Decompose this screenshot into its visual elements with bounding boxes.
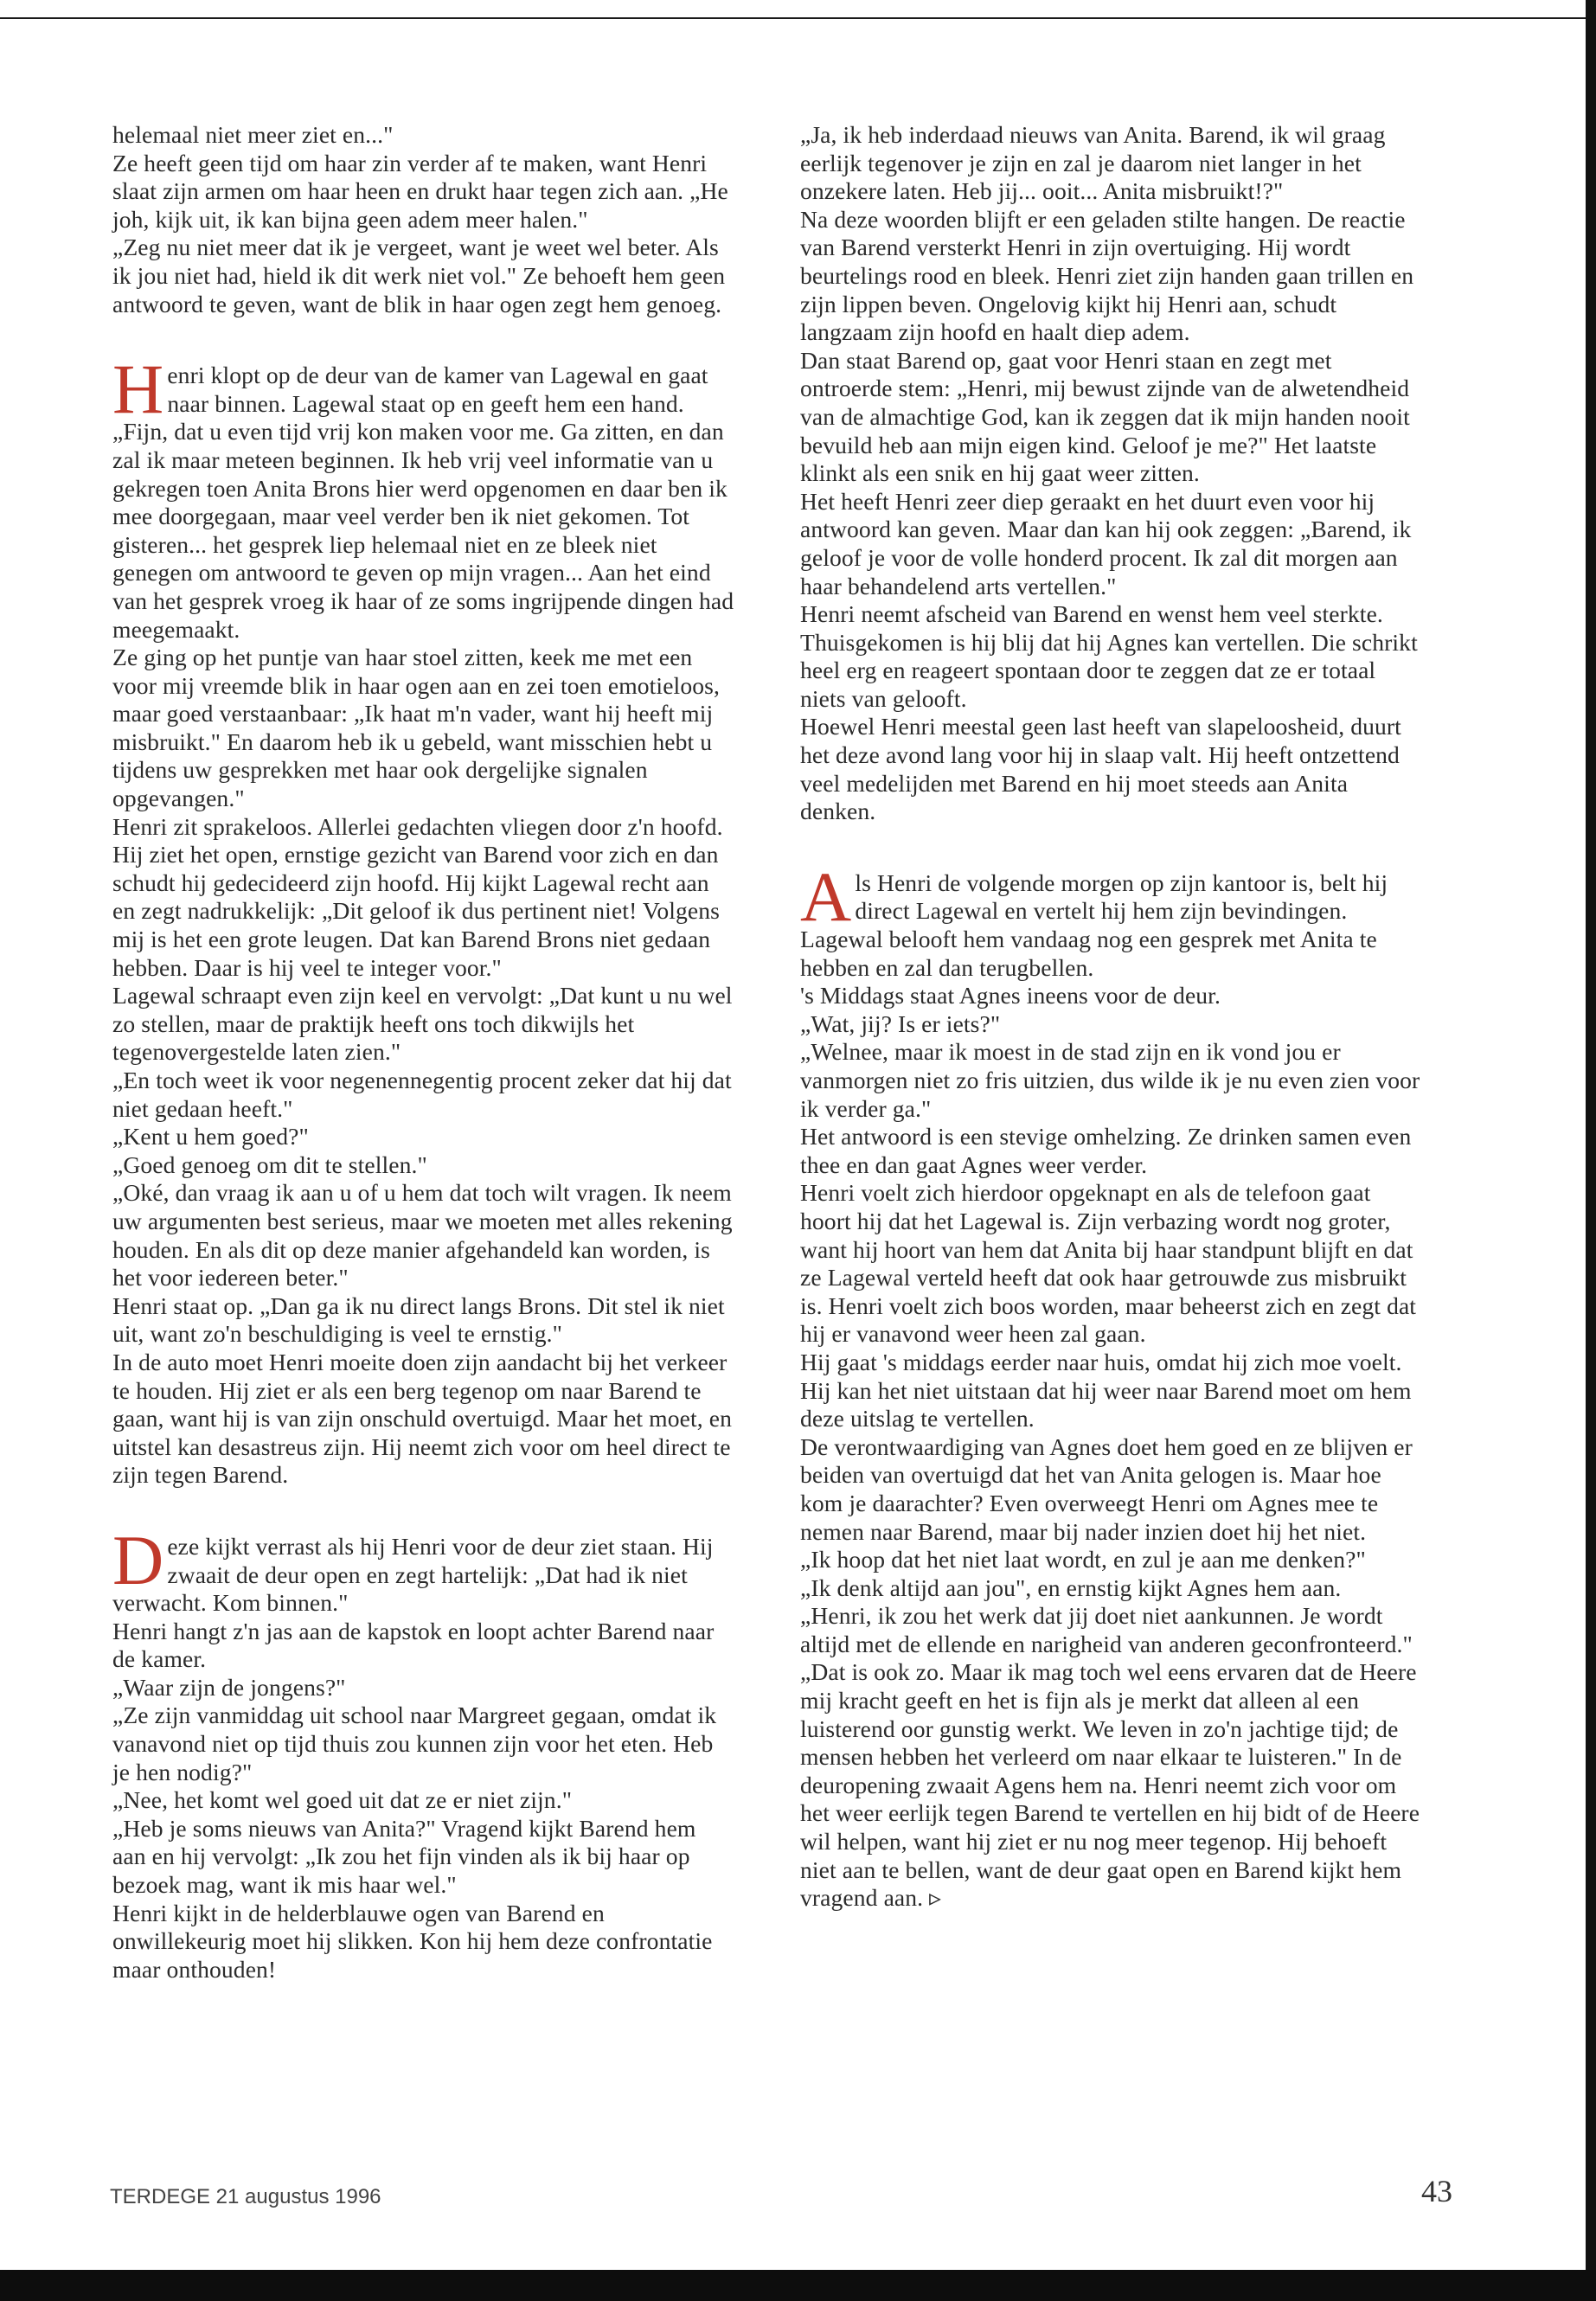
paragraph: „Fijn, dat u even tijd vrij kon maken voor me. Ga zitten, en dan zal ik maar meteen beginnen. Ik heb vrij veel informatie van u gekregen toen Anita Brons hier werd opgenomen en daar ben ik mee doorgegaan, maar veel verder ben ik niet gekomen. Tot gisteren... het gesprek liep helemaal niet en ze bleek niet genegen om antwoord te geven op mijn vragen... Aan het eind van het gesprek vroeg ik haar of ze soms ingrijpende dingen had meegemaakt. (112, 418, 734, 643)
left-column (112, 121, 735, 1984)
paragraph: „Goed genoeg om dit te stellen." (112, 1150, 427, 1178)
paragraph: „Heb je soms nieuws van Anita?" Vragend kijkt Barend hem aan en hij vervolgt: „Ik zou het fijn vinden als ik bij haar op bezoek mag, want ik mis haar wel." (112, 1814, 696, 1899)
paragraph: Henri zit sprakeloos. Allerlei gedachten vliegen door z'n hoofd. Hij ziet het open, ernstige gezicht van Barend voor zich en dan schudt hij gedecideerd zijn hoofd. Hij kijkt Lagewal recht aan en zegt nadrukkelijk: „Dit geloof ik dus pertinent niet! Volgens mij is het een grote leugen. Dat kan Barend Brons niet gedaan hebben. Daar is hij veel te integer voor." (112, 812, 723, 981)
page-number: 43 (1421, 2174, 1452, 2208)
section-break (800, 826, 1423, 869)
paragraph: „Wat, jij? Is er iets?" (800, 1009, 1001, 1037)
paragraph: „Henri, ik zou het werk dat jij doet niet aankunnen. Je wordt altijd met de ellende en narigheid van anderen geconfronteerd." (800, 1602, 1413, 1657)
paragraph: „Waar zijn de jongens?" (112, 1673, 346, 1701)
paragraph: De verontwaardiging van Agnes doet hem goed en ze blijven er beiden van overtuigd dat het van Anita gelogen is. Maar hoe kom je daarachter? Even overweegt Henri om Agnes mee te nemen naar Barend, maar bij nader inzien doet hij het niet. (800, 1433, 1413, 1545)
paragraph: Het antwoord is een stevige omhelzing. Ze drinken samen even thee en dan gaat Agnes weer verder. (800, 1123, 1412, 1178)
paragraph: Henri hangt z'n jas aan de kapstok en loopt achter Barend naar de kamer. (112, 1617, 715, 1673)
paragraph-text: ls Henri de volgende morgen op zijn kantoor is, belt hij direct Lagewal en vertelt hij hem zijn bevindingen. Lagewal belooft hem vandaag nog een gesprek met Anita te hebben en zal dan terugbellen. (800, 868, 1388, 981)
paragraph: 's Middags staat Agnes ineens voor de deur. (800, 982, 1221, 1009)
paragraph: helemaal niet meer ziet en..." (112, 121, 394, 148)
drop-cap: A (800, 856, 852, 936)
scan-edge-top (0, 0, 1596, 19)
paragraph: Henri kijkt in de helderblauwe ogen van Barend en onwillekeurig moet hij slikken. Kon hij hem deze confrontatie maar onthouden! (112, 1899, 713, 1983)
paragraph: Het heeft Henri zeer diep geraakt en het duurt even voor hij antwoord kan geven. Maar dan kan hij ook zeggen: „Barend, ik geloof je voor de volle honderd procent. Ik zal dit morgen aan haar behandelend arts vertellen." (800, 487, 1412, 599)
paragraph: „Ik denk altijd aan jou", en ernstig kijkt Agnes hem aan. (800, 1574, 1342, 1601)
paragraph: „Zeg nu niet meer dat ik je vergeet, want je weet wel beter. Als ik jou niet had, hield ik dit werk niet vol." Ze behoeft hem geen antwoord te geven, want de blik in haar ogen zegt hem genoeg. (112, 234, 726, 317)
paragraph (112, 349, 735, 429)
right-column (800, 121, 1423, 1913)
paragraph (112, 1520, 735, 1618)
paragraph-text: enri klopt op de deur van de kamer van Lagewal en gaat naar binnen. Lagewal staat op en geeft hem een hand. (167, 362, 708, 417)
paragraph: „Kent u hem goed?" (112, 1123, 309, 1150)
paragraph: In de auto moet Henri moeite doen zijn aandacht bij het verkeer te houden. Hij ziet er als een berg tegenop om naar Barend te gaan, want hij is van zijn onschuld overtuigd. Maar het moet, en uitstel kan desastreus zijn. Hij neemt zich voor om heel direct te zijn tegen Barend. (112, 1348, 732, 1489)
paragraph: Dan staat Barend op, gaat voor Henri staan en zegt met ontroerde stem: „Henri, mij bewust zijnde van de alwetendheid van de almachtige God, kan ik zeggen dat ik mijn handen nooit bevuild heb aan mijn eigen kind. Geloof je me?" Het laatste klinkt als een snik en hij gaat weer zitten. (800, 346, 1410, 487)
paragraph: „Ze zijn vanmiddag uit school naar Margreet gegaan, omdat ik vanavond niet op tijd thuis zou kunnen zijn voor het eten. Heb je hen nodig?" (112, 1702, 717, 1785)
drop-cap: D (112, 1520, 164, 1599)
paragraph: Henri staat op. „Dan ga ik nu direct langs Brons. Dit stel ik niet uit, want zo'n beschuldiging is veel te ernstig." (112, 1292, 725, 1348)
paragraph: „Ik hoop dat het niet laat wordt, en zul je aan me denken?" (800, 1546, 1366, 1574)
paragraph: Henri voelt zich hierdoor opgeknapt en als de telefoon gaat hoort hij dat het Lagewal is. Zijn verbazing wordt nog groter, want hij hoort van hem dat Anita bij haar standpunt blijft en dat ze Lagewal verteld heeft dat ook haar getrouwde zus misbruikt is. Henri voelt zich boos worden, maar beheerst zich en zegt dat hij er vanavond weer heen zal gaan. (800, 1179, 1417, 1348)
paragraph: Na deze woorden blijft er een geladen stilte hangen. De reactie van Barend versterkt Henri in zijn overtuiging. Hij wordt beurtelings rood en bleek. Henri ziet zijn handen gaan trillen en zijn lippen beven. Ongelovig kijkt hij Henri aan, schudt langzaam zijn hoofd en haalt diep adem. (800, 205, 1414, 346)
paragraph: „Welnee, maar ik moest in de stad zijn en ik vond jou er vanmorgen niet zo fris uitzien, dus wilde ik je nu even zien voor ik verder ga." (800, 1038, 1420, 1122)
paragraph: „Nee, het komt wel goed uit dat ze er niet zijn." (112, 1786, 573, 1814)
paragraph: Hoewel Henri meestal geen last heeft van slapeloosheid, duurt het deze avond lang voor hij in slaap valt. Hij heeft ontzettend veel medelijden met Barend en hij moet steeds aan Anita denken. (800, 713, 1401, 825)
paragraph: „En toch weet ik voor negenennegentig procent zeker dat hij dat niet gedaan heeft." (112, 1067, 732, 1122)
section-break (112, 318, 735, 362)
paragraph: Hij gaat 's middags eerder naar huis, omdat hij zich moe voelt. Hij kan het niet uitstaan dat hij weer naar Barend moet om hem deze uitslag te vertellen. (800, 1348, 1412, 1433)
paragraph: „Ja, ik heb inderdaad nieuws van Anita. Barend, ik wil graag eerlijk tegenover je zijn en zal je daarom niet langer in het onzekere laten. Heb jij... ooit... Anita misbruikt!?" (800, 121, 1386, 205)
paragraph (800, 856, 1423, 982)
paragraph-text: eze kijkt verrast als hij Henri voor de deur ziet staan. Hij zwaait de deur open en zegt hartelijk: „Dat had ik niet verwacht. Kom binnen." (112, 1532, 714, 1617)
paragraph: Lagewal schraapt even zijn keel en vervolgt: „Dat kunt u nu wel zo stellen, maar de praktijk heeft ons toch dikwijls het tegenovergestelde laten zien." (112, 982, 733, 1066)
drop-cap: H (112, 349, 164, 429)
publication-footer: TERDEGE 21 augustus 1996 (110, 2185, 381, 2208)
paragraph: Henri neemt afscheid van Barend en wenst hem veel sterkte. Thuisgekomen is hij blij dat hij Agnes kan vertellen. Die schrikt heel erg en reageert spontaan door te zeggen dat ze er totaal niets van gelooft. (800, 600, 1418, 712)
paragraph: „Dat is ook zo. Maar ik mag toch wel eens ervaren dat de Heere mij kracht geeft en het is fijn als je merkt dat alleen al een luisterend oor gunstig werkt. We leven in zo'n jachtige tijd; de mensen hebben het verleerd om naar elkaar te luisteren." In de deuropening zwaait Agens hem na. Henri neemt zich voor om het weer eerlijk tegen Barend te vertellen en hij bidt of de Heere wil helpen, want hij ziet er nu nog meer tegenop. Hij behoeft niet aan te bellen, want de deur gaat open en Barend kijkt hem vragend aan. ▹ (800, 1658, 1420, 1912)
scan-edge-right (1586, 0, 1596, 2301)
paragraph: „Oké, dan vraag ik aan u of u hem dat toch wilt vragen. Ik neem uw argumenten best serieus, maar we moeten met alles rekening houden. En als dit op deze manier afgehandeld kan worden, is het voor iedereen beter." (112, 1179, 733, 1292)
scan-edge-bottom (0, 2270, 1596, 2301)
paragraph: Ze ging op het puntje van haar stoel zitten, keek me met een voor mij vreemde blik in haar ogen aan en zei toen emotieloos, maar goed verstaanbaar: „Ik haat m'n vader, want hij heeft mij misbruikt." En daarom heb ik u gebeld, want misschien hebt u tijdens uw gesprekken met haar ook dergelijke signalen opgevangen." (112, 644, 720, 812)
paragraph: Ze heeft geen tijd om haar zin verder af te maken, want Henri slaat zijn armen om haar heen en drukt haar tegen zich aan. „He joh, kijk uit, ik kan bijna geen adem meer halen." (112, 149, 728, 233)
magazine-page (112, 121, 1440, 2145)
section-break (112, 1490, 735, 1533)
